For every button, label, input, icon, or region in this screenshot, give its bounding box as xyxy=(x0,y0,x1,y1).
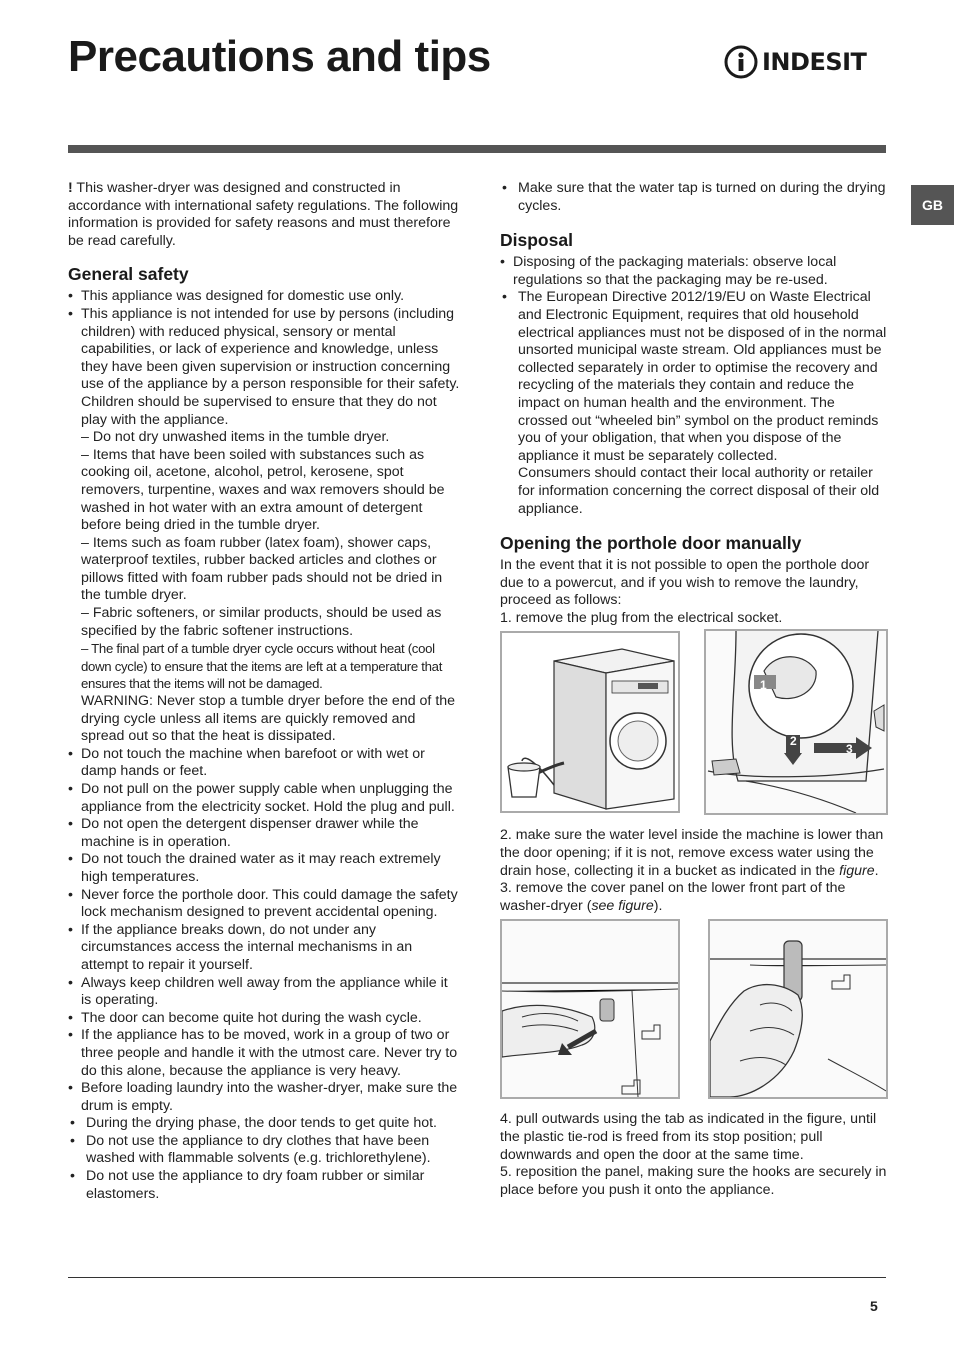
cover-panel-illustration xyxy=(502,921,678,1097)
list-item: • During the drying phase, the door tends to get quite hot. xyxy=(68,1115,460,1133)
step-1: 1. remove the plug from the electrical socket. xyxy=(500,609,783,626)
list-item: • Before loading laundry into the washer-dryer, make sure the drum is empty. xyxy=(68,1080,460,1115)
list-item: • Do not use the appliance to dry foam rubber or similar elastomers. xyxy=(68,1168,460,1203)
list-item: • Disposing of the packaging materials: observe local regulations so that the packaging may be re-used. xyxy=(500,254,888,289)
indesit-logo xyxy=(724,42,866,82)
intro-paragraph: ! This washer-dryer was designed and constructed in accordance with international safety regulations. The following information is provided for safety reasons and must therefore be read carefully. xyxy=(68,180,459,249)
disposal-heading: Disposal xyxy=(500,230,573,251)
porthole-heading: Opening the porthole door manually xyxy=(500,533,802,554)
list-item: • This appliance was designed for domestic use only. xyxy=(68,288,460,306)
figure-tab-pull xyxy=(708,919,888,1099)
list-item: • This appliance is not intended for use by persons (including children) with reduced physical, sensory or mental capabilities, or lack of experience and knowledge, unless they have been given supervision or instruction concerning use of the appliance by a person responsible for their safety. Children should be supervised to ensure that they do not play with the appliance. – Do not dry unwashed items in the tumble dryer. – Items that have been soiled with substances such as cooking oil, acetone, alcohol, petrol, kerosene, spot removers, turpentine, waxes and wax removers should be washed in hot water with an extra amount of detergent before being dried in the tumble dryer. – Items such as foam rubber (latex foam), shower caps, waterproof textiles, rubber backed articles and clothes or pillows fitted with foam rubber pads should not be dried in the tumble dryer. – Fabric softeners, or similar products, should be used as specified by the fabric softener instructions. – The final part of a tumble dryer cycle occurs without heat (cool down cycle) to ensure that the items are left at a temperature that ensures that the items will not be damaged. WARNING: Never stop a tumble dryer before the end of the drying cycle unless all items are quickly removed and spread out so that the heat is dissipated. xyxy=(68,306,460,746)
warning-text: WARNING: Never stop a tumble dryer before the end of the drying cycle unless all items are quickly removed and spread out so that the heat is dissipated. xyxy=(81,693,456,745)
brand-name: INDESIT xyxy=(762,48,867,76)
list-item: • Do not use the appliance to dry clothes that have been washed with flammable solvents (e.g. trichlorethylene). xyxy=(68,1133,460,1168)
language-tab: GB xyxy=(911,185,954,225)
figure-cover-panel xyxy=(500,919,680,1099)
sub-item: – Fabric softeners, or similar products, should be used as specified by the fabric softener instructions. xyxy=(81,605,442,639)
page-number: 5 xyxy=(870,1298,878,1314)
sub-item: – Items such as foam rubber (latex foam), shower caps, waterproof textiles, rubber backed articles and clothes or pillows fitted with foam rubber pads should not be dried in the tumble dryer. xyxy=(81,534,443,604)
disposal-list xyxy=(500,254,888,518)
left-column xyxy=(68,180,460,1203)
figure-label-3: 3 xyxy=(846,742,853,757)
warning-mark: ! xyxy=(68,180,73,196)
step-4: 4. pull outwards using the tab as indicated in the figure, until the plastic tie-rod is freed from its stop position; pull downwards and open the door at the same time. xyxy=(500,1111,877,1163)
list-item: • Do not pull on the power supply cable when unplugging the appliance from the electricity socket. Hold the plug and pull. xyxy=(68,781,460,816)
general-safety-list xyxy=(68,288,460,1203)
washer-drain-illustration xyxy=(502,633,678,811)
list-item: • If the appliance has to be moved, work in a group of two or three people and handle it with the utmost care. Never try to do this alone, because the appliance is very heavy. xyxy=(68,1027,460,1080)
tab-pull-illustration xyxy=(710,921,886,1097)
sub-item: – Do not dry unwashed items in the tumble dryer. xyxy=(81,429,390,446)
logo-i-icon xyxy=(724,45,758,79)
list-item: • The door can become quite hot during the wash cycle. xyxy=(68,1010,460,1028)
list-item: • Never force the porthole door. This could damage the safety lock mechanism designed to prevent accidental opening. xyxy=(68,887,460,922)
figure-door-release xyxy=(704,629,888,815)
header-rule xyxy=(68,145,886,153)
list-item: • The European Directive 2012/19/EU on Waste Electrical and Electronic Equipment, requires that old household electrical appliances must not be disposed of in the normal unsorted municipal waste stream. Old appliances must be collected separately in order to optimise the recovery and recycling of the materials they contain and reduce the impact on human health and the environment. The crossed out “wheeled bin” symbol on the product reminds you of your obligation, that when you dispose of the appliance it must be separately collected. Consumers should contact their local authority or retailer for information concerning the correct disposal of their old appliance. xyxy=(500,289,888,518)
porthole-intro: In the event that it is not possible to open the porthole door due to a powercut, and if you wish to remove the laundry, proceed as follows: xyxy=(500,557,870,609)
step-5: 5. reposition the panel, making sure the hooks are securely in place before you push it onto the appliance. xyxy=(500,1164,887,1198)
figure-label-1: 1 xyxy=(760,678,767,693)
list-item: • Do not touch the drained water as it may reach extremely high temperatures. xyxy=(68,851,460,886)
list-item: • Always keep children well away from the appliance while it is operating. xyxy=(68,975,460,1010)
step-2: 2. make sure the water level inside the machine is lower than the door opening; if it is not, remove excess water using the drain hose, collecting it in a bucket as indicated in the figure. xyxy=(500,827,884,879)
door-release-illustration xyxy=(706,631,886,813)
list-item: • Do not open the detergent dispenser drawer while the machine is in operation. xyxy=(68,816,460,851)
general-safety-heading: General safety xyxy=(68,264,189,285)
right-column xyxy=(500,180,888,1199)
page-title: Precautions and tips xyxy=(68,32,491,81)
figure-row-2 xyxy=(500,919,888,1099)
sub-item: – Items that have been soiled with substances such as cooking oil, acetone, alcohol, petrol, kerosene, spot removers, turpentine, waxes and wax removers should be washed in hot water with an extra amount of detergent before being dried in the tumble dryer. xyxy=(81,446,445,534)
list-item: • Make sure that the water tap is turned on during the drying cycles. xyxy=(500,180,888,215)
figure-drain-hose xyxy=(500,631,680,813)
list-item: • Do not touch the machine when barefoot or with wet or damp hands or feet. xyxy=(68,746,460,781)
list-item: • If the appliance breaks down, do not under any circumstances access the internal mechanisms in an attempt to repair it yourself. xyxy=(68,922,460,975)
footer-rule xyxy=(68,1277,886,1278)
step-3: 3. remove the cover panel on the lower front part of the washer-dryer (see figure). xyxy=(500,880,846,914)
figure-row-1 xyxy=(500,631,888,815)
figure-label-2: 2 xyxy=(790,734,797,749)
sub-item: – The final part of a tumble dryer cycle occurs without heat (cool down cycle) to ensure that the items are left at a temperature that ensures that the items will not be damaged. xyxy=(81,641,443,692)
